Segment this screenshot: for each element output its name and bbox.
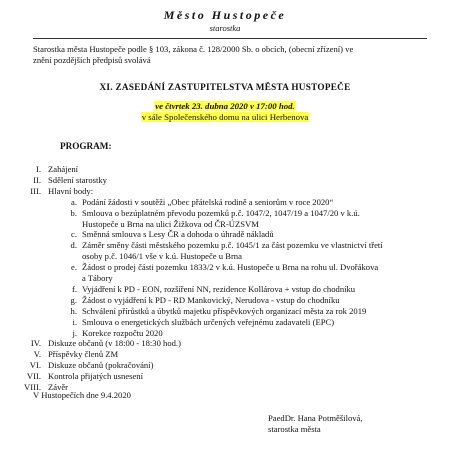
program-item: Diskuze občanů (v 18:00 - 18:30 hod.) — [48, 338, 181, 349]
subitem-letter: d. — [70, 240, 77, 251]
item-number: IV. — [30, 338, 41, 349]
program-item: Závěr — [48, 382, 69, 392]
subitem-letter: e. — [71, 262, 77, 273]
subitem-letter: h. — [70, 305, 77, 316]
program-item: Kontrola přijatých usnesení — [48, 371, 143, 382]
meeting-venue-text: v sále Společenského domu na ulici Herbenova — [141, 112, 309, 122]
subitem-letter: f. — [71, 283, 77, 294]
date-line: V Hustopečích dne 9.4.2020 — [33, 390, 131, 400]
subitem-letter: c. — [71, 229, 77, 240]
town-title: Město Hustopeče — [163, 8, 287, 22]
signer-role: starostka města — [268, 424, 321, 434]
subitem-text: Vyjádření k PD - EON, rozšíření NN, rezidence Kollárova + vstup do chodníku — [82, 283, 356, 294]
program-item: Zahájení — [48, 164, 79, 174]
intro-line: Starostka města Hustopeče podle § 103, zákona č. 128/2000 Sb. o obcích, (obecní zřízení) ve — [33, 44, 354, 54]
subitem-letter: a. — [71, 196, 77, 207]
meeting-date-text: ve čtvrtek 23. dubna 2020 v 17:00 hod. — [155, 101, 295, 111]
item-number: I. — [35, 164, 41, 174]
subitem-text: Záměr směny části městského pozemku p.č. 1045/1 za část pozemku ve vlastnictví třetí — [82, 240, 383, 251]
item-number: II. — [33, 174, 41, 185]
subitem-text: a Tábory — [82, 273, 113, 283]
header-divider — [33, 38, 427, 39]
subitem-text: Podání žádosti v soutěži „Obec přátelská rodině a seniorům v roce 2020“ — [82, 196, 334, 207]
program-heading: PROGRAM: — [60, 141, 112, 151]
item-number: VIII. — [24, 382, 41, 392]
item-number: VI. — [29, 360, 41, 371]
subitem-text: Korekce rozpočtu 2020 — [82, 327, 163, 338]
subitem-letter: i. — [72, 316, 77, 327]
subitem-text: Směnná smlouva s Lesy ČR a dohoda o úhradě nákladů — [82, 229, 274, 240]
meeting-venue — [0, 112, 450, 123]
program-item: Diskuze občanů (pokračování) — [48, 360, 154, 371]
meeting-title: XI. ZASEDÁNÍ ZASTUPITELSTVA MĚSTA HUSTOPEČE — [99, 82, 351, 92]
subitem-letter: g. — [70, 294, 77, 305]
intro-paragraph — [33, 44, 427, 66]
intro-line: znění pozdějších předpisů svolává — [33, 55, 151, 65]
item-number: VII. — [26, 371, 41, 382]
town-subtitle: starostka — [209, 23, 241, 33]
subitem-letter: b. — [70, 207, 77, 218]
subitem-text: Žádost o prodej části pozemku 1833/2 v k.ú. Hustopeče u Brna na rohu ul. Dvořákova — [82, 262, 379, 273]
subitem-text: Hustopeče u Brna na ulici Žižkova od ČR-ÚZSVM — [82, 218, 259, 229]
subitem-text: Žádost o vyjádření k PD - RD Mankovický, Nerudova - vstup do chodníku — [82, 294, 340, 305]
subitem-text: Smlouva o bezúplatném převodu pozemků p.č. 1047/2, 1047/19 a 1047/20 v k.ú. — [82, 207, 360, 218]
subitem-text: Smlouva o energetických službách určených veřejnému zadavateli (EPC) — [82, 316, 335, 327]
item-number: V. — [33, 349, 41, 360]
subitem-letter: j. — [72, 327, 77, 338]
subitem-text: Schválení přírůstků a úbytků majetku příspěvkových organizací města za rok 2019 — [82, 305, 367, 316]
meeting-date — [0, 101, 450, 112]
signer-name: PaedDr. Hana Potměšilová, — [268, 413, 363, 423]
item-number: III. — [30, 185, 41, 196]
subitem-text: osoby p.č. 1046/1 vše v k.ú. Hustopeče u Brna — [82, 251, 242, 262]
program-item: Příspěvky členů ZM — [48, 349, 119, 360]
program-item: Hlavní body: — [48, 185, 94, 196]
program-item: Sdělení starostky — [48, 174, 107, 185]
